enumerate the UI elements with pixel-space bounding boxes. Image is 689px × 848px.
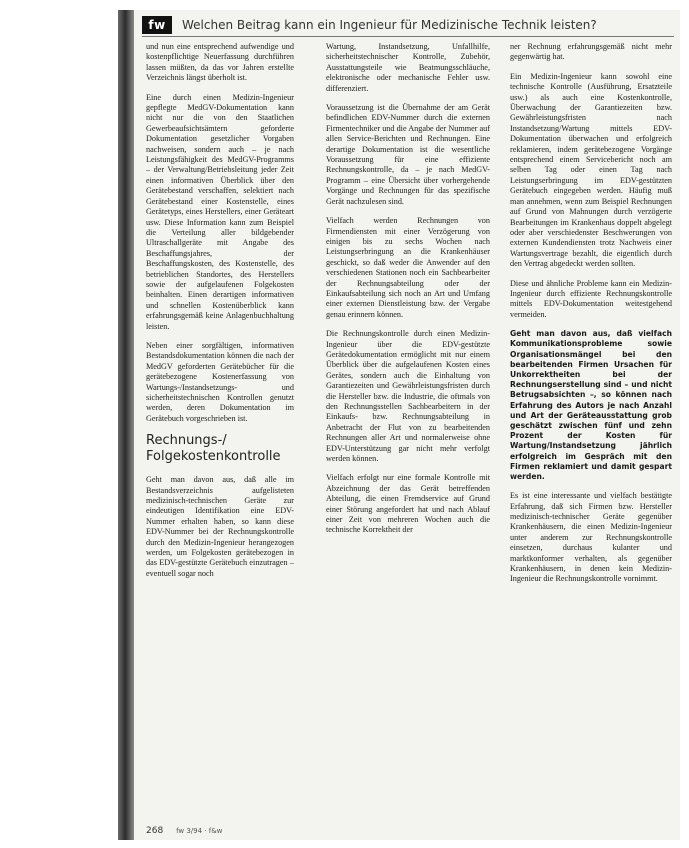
body-paragraph: Es ist eine interessante und vielfach bestätigte Erfahrung, daß sich Firmen bzw. Hersteller medizinisch-technischer Geräte gegenüber Krankenhäusern, die einen Medizin-Ingenieur unter anderem zur Rechnungskontrolle einsetzen, durchaus kulanter und marktkonformer verhalten, als gegenüber Krankenhäusern, in denen kein Medizin-Ingenieur die Rechnungskontrolle vornimmt. xyxy=(510,491,672,584)
highlight-paragraph: Geht man davon aus, daß vielfach Kommunikationsprobleme sowie Organisationsmängel bei den bearbeitenden Firmen Ursachen für Unkorrektheiten bei der Rechnungserstellung sind – und nicht Betrugsabsichten –, so können nach Erfahrung des Autors je nach Anzahl und Art der Geräteausstattung grob geschätzt zwischen fünf und zehn Prozent der Kosten für Wartung/Instandsetzung jährlich erfolgreich im Gespräch mit den Firmen reklamiert und damit gespart werden. xyxy=(510,329,672,481)
body-paragraph: und nun eine entsprechend aufwendige und kostenpflichtige Neuerfassung durchführen lassen müßten, da das vor Jahren erstellte Verzeichnis längst überholt ist. xyxy=(146,42,294,83)
footer-source: fw 3/94 · f&w xyxy=(176,827,223,835)
body-paragraph: Geht man davon aus, daß alle im Bestandsverzeichnis aufgelisteten medizinisch-technischen Geräte zur eindeutigen Identifikation eine EDV-Nummer erhalten haben, so kann diese EDV-Nummer bei der Rechnungskontrolle durch den Medizin-Ingenieur herangezogen werden, um Folgekosten gerätebezogen in das EDV-gestützte Gerätebuch einzutragen – eventuell sogar noch xyxy=(146,475,294,578)
body-paragraph: ner Rechnung erfahrungsgemäß nicht mehr gegenwärtig hat. xyxy=(510,42,672,62)
text-column-3 xyxy=(510,42,672,812)
journal-logo: fw xyxy=(142,16,172,34)
binding-shadow xyxy=(118,10,134,840)
body-paragraph: Eine durch einen Medizin-Ingenieur gepflegte MedGV-Dokumentation kann nicht nur die von den Staatlichen Gewerbeaufsichtsämtern geforderte Dokumentation gesetzlicher Vorgaben nachweisen, sondern auch – je nach Leistungsfähigkeit des MedGV-Programms – der Verwaltung/Betriebsleitung jeder Zeit einen informativen Überblick über den Gerätebestand verschaffen, selektiert nach Gerätebestand einer Kostenstelle, eines Gerätetyps, eines Herstellers, einer Geräteart usw. Diese Information kann zum Beispiel die Verteilung aller bildgebender Ultraschallgeräte mit Angabe des Beschaffungsjahres, der Beschaffungskosten, des Kostenstelle, des betrieblichen Standortes, des Herstellers sowie der aufgelaufenen Folgekosten beinhalten. Einen derartigen informativen und schnellen Kostenüberblick kann erfahrungsgemäß keine Anlagenbuchhaltung leisten. xyxy=(146,92,294,331)
body-paragraph: Diese und ähnliche Probleme kann ein Medizin-Ingenieur durch effiziente Rechnungskontrolle mittels EDV-Dokumentation weitestgehend vermeiden. xyxy=(510,278,672,319)
text-column-1 xyxy=(146,42,294,812)
page-number: 268 xyxy=(146,826,164,836)
running-header-title: Welchen Beitrag kann ein Ingenieur für Medizinische Technik leisten? xyxy=(182,18,597,32)
body-paragraph: Wartung, Instandsetzung, Unfallhilfe, sicherheitstechnischer Kontrolle, Zubehör, Ausstattungsteile wie Beatmungsschläuche, elektronische oder mechanische Fehler usw. differenziert. xyxy=(326,42,490,93)
body-paragraph: Neben einer sorgfältigen, informativen Bestandsdokumentation können die nach der MedGV geforderten Gerätebücher für die gerätebezogene Kostenerfassung von Wartungs-/Instandsetzungs- und sicherheitstechnischen Kontrollen genutzt werden, deren Dokumentation im Gerätebuch vorgeschrieben ist. xyxy=(146,340,294,423)
body-paragraph: Vielfach erfolgt nur eine formale Kontrolle mit Abzeichnung der das Gerät betreffenden Abteilung, die einen Fremdservice auf Grund einer Störung angefordert hat und nach Ablauf einer Zeit von mehreren Wochen auch die technische Korrektheit der xyxy=(326,473,490,535)
running-header xyxy=(142,14,674,37)
body-paragraph: Ein Medizin-Ingenieur kann sowohl eine technische Kontrolle (Ausführung, Ersatzteile usw.) als auch eine Kostenkontrolle, Überwachung der Garantiezeiten bzw. Gewährleistungsfristen nach Instandsetzung/Wartung mittels EDV-Dokumentation überwachen und erfolgreich reklamieren, indem gerätebezogene Vorgänge entsprechend einem Servicebericht noch am selben Tag oder einen Tag nach Leistungserbringung im EDV-gestützten Gerätebuch eingegeben werden. Häufig muß man annehmen, wenn zum Beispiel Rechnungen auf Grund von Mahnungen durch verzögerte Bearbeitungen im Krankenhaus doppelt abgelegt oder aber verschiedenster Beschwerungen von externen Kundendiensten trotz Nachweis einer Wartungsvertrage bezahlt, die eigentlich durch den Vertrag abgedeckt werden sollten. xyxy=(510,71,672,269)
text-column-2 xyxy=(326,42,490,812)
body-paragraph: Die Rechnungskontrolle durch einen Medizin-Ingenieur über die EDV-gestützte Gerätedokumentation ermöglicht mit nur einem Überblick über die aufgelaufenen Kosten eines Gerätes, sondern auch die Einhaltung von Garantiezeiten und Gewährleistungsfristen durch die Hersteller bzw. die Industrie, die oftmals von den Rechnungsstellen Sachbearbeitern in der Einkaufs- bzw. Rechnungsabteilung in Anbetracht der Flut von zu bearbeitenden Rechnungen aller Art und normalerweise ohne EDV-Unterstützung gar nicht mehr verfolgt werden können. xyxy=(326,329,490,464)
body-paragraph: Voraussetzung ist die Übernahme der am Gerät befindlichen EDV-Nummer durch die externen Firmentechniker und die Angabe der Nummer auf allen Service-Berichten und Rechnungen. Eine derartige Dokumentation ist die wesentliche Voraussetzung für eine effiziente Rechnungskontrolle, da – je nach MedGV-Programm – eine Übersicht über vorhergehende Vorgänge und Rechnungen für das spezifische Gerät nachzulesen sind. xyxy=(326,103,490,206)
page-footer xyxy=(146,826,222,836)
section-heading: Rechnungs-/ Folgekostenkontrolle xyxy=(146,433,281,465)
body-paragraph: Vielfach werden Rechnungen von Firmendiensten mit einer Verzögerung von einigen bis zu sechs Wochen nach Leistungserbringung an die Krankenhäuser geschickt, so daß weder die Anwender auf den verschiedenen Stationen noch ein Sachbearbeiter der Rechnungsabteilung oder der Einkaufsabteilung sich noch an Art und Umfang einer externen Dienstleistung bzw. der Vergabe genau erinnern können. xyxy=(326,216,490,319)
